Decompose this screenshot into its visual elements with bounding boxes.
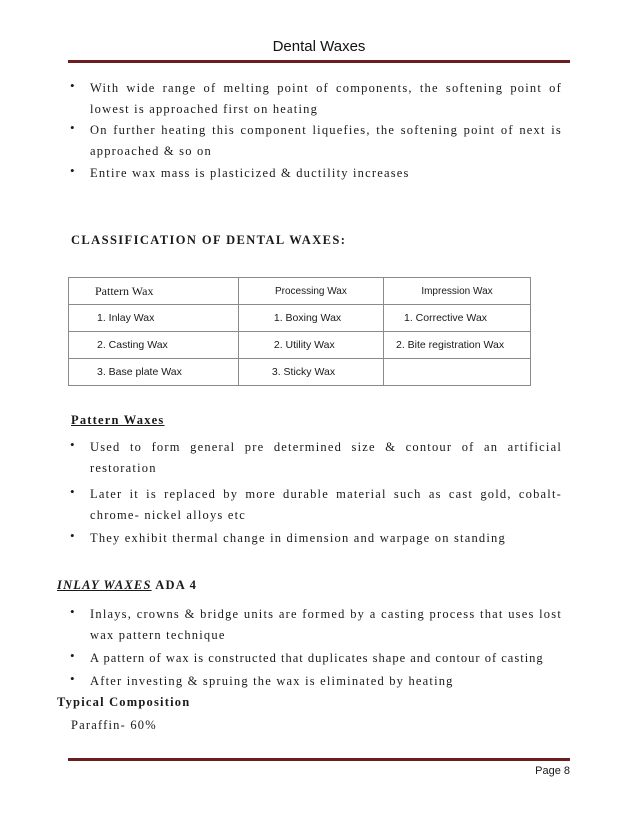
bullet-text: Later it is replaced by more durable material such as cast gold, cobalt-chrome- nickel alloys etc xyxy=(90,487,562,522)
page-header-title: Dental Waxes xyxy=(272,38,366,55)
bullet-icon: • xyxy=(70,484,76,499)
classification-table xyxy=(68,277,531,386)
composition-heading: Typical Composition xyxy=(57,695,191,709)
pattern-waxes-heading: Pattern Waxes xyxy=(71,413,165,427)
inlay-waxes-title: INLAY WAXES xyxy=(57,578,152,592)
table-cell: 3. Base plate Wax xyxy=(69,359,239,386)
bullet-icon: • xyxy=(70,437,76,452)
bullet-text: A pattern of wax is constructed that duplicates shape and contour of casting xyxy=(90,651,544,665)
bullet-text: They exhibit thermal change in dimension and warpage on standing xyxy=(90,531,506,545)
inlay-waxes-heading xyxy=(57,578,197,593)
pattern-bullet xyxy=(70,437,562,481)
footer-rule xyxy=(68,758,570,761)
column-header: Processing Wax xyxy=(238,278,383,305)
pattern-bullet xyxy=(70,528,562,550)
inlay-bullet xyxy=(70,648,562,670)
column-header: Impression Wax xyxy=(383,278,530,305)
pattern-bullet xyxy=(70,484,562,528)
intro-bullet xyxy=(70,163,562,185)
bullet-text: Used to form general pre determined size & contour of an artificial restoration xyxy=(90,440,562,475)
page-number: Page 8 xyxy=(535,765,570,777)
header-rule xyxy=(68,60,570,63)
table-header-row xyxy=(69,278,531,305)
bullet-icon: • xyxy=(70,528,76,543)
bullet-text: Entire wax mass is plasticized & ductility increases xyxy=(90,166,410,180)
table-cell: 3. Sticky Wax xyxy=(238,359,383,386)
bullet-text: Inlays, crowns & bridge units are formed by a casting process that uses lost wax pattern technique xyxy=(90,607,562,642)
composition-item: Paraffin- 60% xyxy=(71,718,157,732)
table-row xyxy=(69,332,531,359)
table-cell: 2. Casting Wax xyxy=(69,332,239,359)
bullet-text: With wide range of melting point of components, the softening point of lowest is approached first on heating xyxy=(90,81,562,116)
bullet-icon: • xyxy=(70,648,76,663)
bullet-icon: • xyxy=(70,78,76,93)
inlay-bullet xyxy=(70,671,562,693)
bullet-icon: • xyxy=(70,120,76,135)
table-cell: 1. Inlay Wax xyxy=(69,305,239,332)
column-header: Pattern Wax xyxy=(69,278,239,305)
inlay-bullet xyxy=(70,604,562,648)
bullet-text: On further heating this component liquefies, the softening point of next is approached & so on xyxy=(90,123,562,158)
bullet-icon: • xyxy=(70,671,76,686)
inlay-waxes-ada: ADA 4 xyxy=(155,578,198,592)
table-cell: 1. Boxing Wax xyxy=(238,305,383,332)
table-cell: 2. Bite registration Wax xyxy=(383,332,530,359)
table-row xyxy=(69,359,531,386)
bullet-icon: • xyxy=(70,163,76,178)
bullet-icon: • xyxy=(70,604,76,619)
classification-heading: CLASSIFICATION OF DENTAL WAXES: xyxy=(71,233,347,247)
intro-bullet xyxy=(70,120,562,164)
table-row xyxy=(69,305,531,332)
intro-bullet xyxy=(70,78,562,122)
table-cell xyxy=(383,359,530,386)
table-cell: 2. Utility Wax xyxy=(238,332,383,359)
table-cell: 1. Corrective Wax xyxy=(383,305,530,332)
bullet-text: After investing & spruing the wax is eliminated by heating xyxy=(90,674,454,688)
